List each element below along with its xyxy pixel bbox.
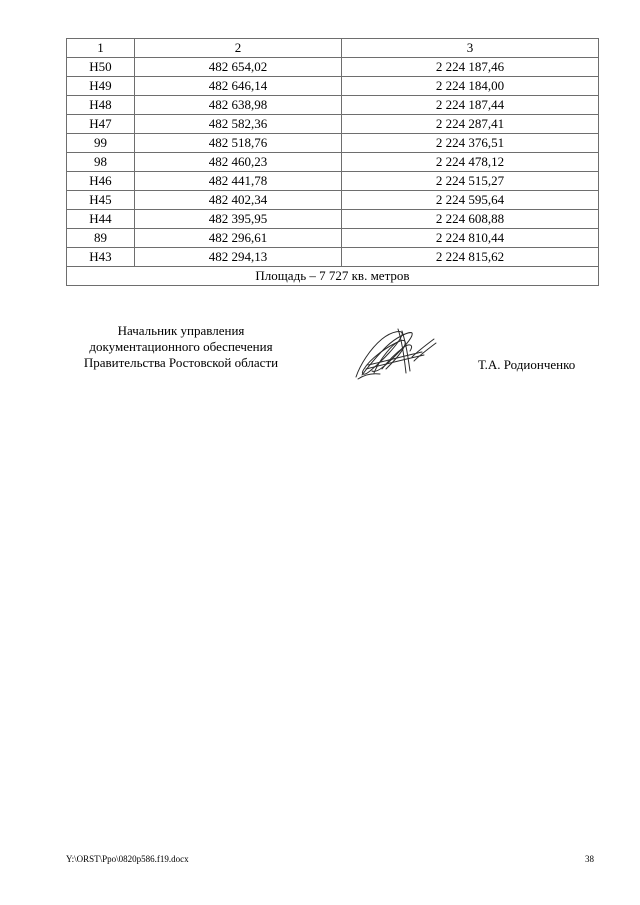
point-cell: 89 — [67, 229, 135, 248]
point-cell: Н47 — [67, 115, 135, 134]
x-coordinate-cell: 482 460,23 — [135, 153, 342, 172]
point-cell: Н44 — [67, 210, 135, 229]
table-row — [67, 229, 599, 248]
signatory-title-line: Правительства Ростовской области — [83, 355, 279, 370]
y-coordinate-cell: 2 224 815,62 — [342, 248, 599, 267]
table-header-row — [67, 39, 599, 58]
x-coordinate-cell: 482 582,36 — [135, 115, 342, 134]
point-cell: Н43 — [67, 248, 135, 267]
x-coordinate-cell: 482 654,02 — [135, 58, 342, 77]
point-cell: Н46 — [67, 172, 135, 191]
point-cell: Н50 — [67, 58, 135, 77]
y-coordinate-cell: 2 224 595,64 — [342, 191, 599, 210]
handwritten-signature — [352, 325, 438, 383]
x-coordinate-cell: 482 441,78 — [135, 172, 342, 191]
x-coordinate-cell: 482 294,13 — [135, 248, 342, 267]
signatory-title-line: документационного обеспечения — [89, 339, 273, 354]
y-coordinate-cell: 2 224 184,00 — [342, 77, 599, 96]
x-coordinate-cell: 482 395,95 — [135, 210, 342, 229]
area-summary: Площадь – 7 727 кв. метров — [67, 267, 599, 286]
y-coordinate-cell: 2 224 515,27 — [342, 172, 599, 191]
x-coordinate-cell: 482 646,14 — [135, 77, 342, 96]
y-coordinate-cell: 2 224 187,46 — [342, 58, 599, 77]
table-row — [67, 58, 599, 77]
y-coordinate-cell: 2 224 608,88 — [342, 210, 599, 229]
header-cell-y: 3 — [342, 39, 599, 58]
point-cell: Н49 — [67, 77, 135, 96]
x-coordinate-cell: 482 518,76 — [135, 134, 342, 153]
y-coordinate-cell: 2 224 810,44 — [342, 229, 599, 248]
coordinates-table-body — [67, 39, 599, 286]
table-row — [67, 77, 599, 96]
table-row — [67, 191, 599, 210]
header-cell-point: 1 — [67, 39, 135, 58]
point-cell: Н48 — [67, 96, 135, 115]
point-cell: Н45 — [67, 191, 135, 210]
x-coordinate-cell: 482 296,61 — [135, 229, 342, 248]
footer-file-path: Y:\ORST\Ppo\0820p586.f19.docx — [66, 854, 189, 864]
table-row — [67, 172, 599, 191]
y-coordinate-cell: 2 224 187,44 — [342, 96, 599, 115]
y-coordinate-cell: 2 224 376,51 — [342, 134, 599, 153]
footer-page-number: 38 — [585, 854, 594, 864]
x-coordinate-cell: 482 402,34 — [135, 191, 342, 210]
x-coordinate-cell: 482 638,98 — [135, 96, 342, 115]
table-row — [67, 134, 599, 153]
y-coordinate-cell: 2 224 478,12 — [342, 153, 599, 172]
signatory-position — [58, 323, 304, 371]
point-cell: 98 — [67, 153, 135, 172]
signatory-title-line: Начальник управления — [117, 323, 245, 338]
point-cell: 99 — [67, 134, 135, 153]
table-row — [67, 96, 599, 115]
signatory-name: Т.А. Родионченко — [478, 357, 576, 372]
table-row — [67, 248, 599, 267]
area-summary-row — [67, 267, 599, 286]
coordinates-table — [66, 38, 599, 286]
y-coordinate-cell: 2 224 287,41 — [342, 115, 599, 134]
header-cell-x: 2 — [135, 39, 342, 58]
table-row — [67, 115, 599, 134]
table-row — [67, 153, 599, 172]
table-row — [67, 210, 599, 229]
